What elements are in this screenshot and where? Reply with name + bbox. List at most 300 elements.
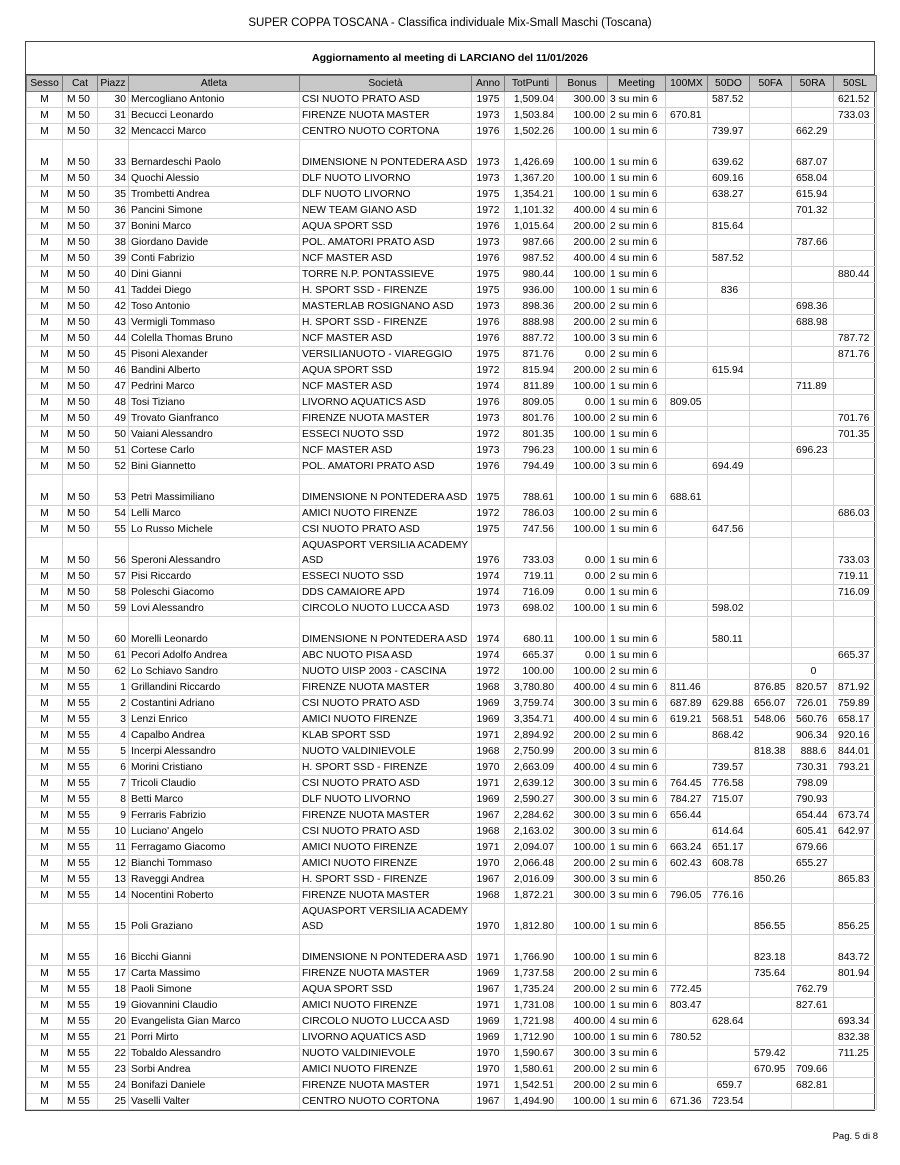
score-50ra-cell: 787.66 (792, 235, 834, 251)
score-100mx-cell: 764.45 (666, 776, 708, 792)
athlete-cell: Dini Gianni (129, 267, 300, 283)
athlete-cell: Poli Graziano (129, 904, 300, 935)
score-50fa-cell (750, 235, 792, 251)
year-cell: 1974 (472, 648, 505, 664)
year-cell: 1971 (472, 776, 505, 792)
score-50sl-cell: 665.37 (834, 648, 877, 664)
athlete-cell: Pisoni Alexander (129, 347, 300, 363)
score-100mx-cell (666, 363, 708, 379)
column-header: 50SL (834, 76, 877, 92)
sesso-cell: M (27, 728, 63, 744)
score-50sl-cell: 711.25 (834, 1046, 877, 1062)
total-points-cell: 794.49 (505, 459, 557, 475)
sesso-cell: M (27, 966, 63, 982)
score-50ra-cell: 762.79 (792, 982, 834, 998)
score-50ra-cell (792, 617, 834, 648)
club-cell: CSI NUOTO PRATO ASD (300, 522, 472, 538)
bonus-cell: 200.00 (557, 728, 608, 744)
club-cell: AQUA SPORT SSD (300, 982, 472, 998)
table-header-row (27, 76, 877, 92)
placement-cell: 58 (98, 585, 129, 601)
score-50sl-cell: 871.92 (834, 680, 877, 696)
athlete-cell: Carta Massimo (129, 966, 300, 982)
score-100mx-cell (666, 171, 708, 187)
placement-cell: 7 (98, 776, 129, 792)
score-50fa-cell: 548.06 (750, 712, 792, 728)
club-cell: CSI NUOTO PRATO ASD (300, 824, 472, 840)
score-50fa-cell (750, 363, 792, 379)
table-row (27, 299, 877, 315)
athlete-cell: Petri Massimiliano (129, 475, 300, 506)
athlete-cell: Bonifazi Daniele (129, 1078, 300, 1094)
bonus-cell: 200.00 (557, 235, 608, 251)
bonus-cell: 100.00 (557, 1030, 608, 1046)
sesso-cell: M (27, 283, 63, 299)
bonus-cell: 0.00 (557, 585, 608, 601)
score-50do-cell: 868.42 (708, 728, 750, 744)
table-row (27, 251, 877, 267)
year-cell: 1968 (472, 680, 505, 696)
athlete-cell: Cortese Carlo (129, 443, 300, 459)
score-50fa-cell (750, 601, 792, 617)
score-50sl-cell: 880.44 (834, 267, 877, 283)
club-cell: NUOTO UISP 2003 - CASCINA (300, 664, 472, 680)
placement-cell: 53 (98, 475, 129, 506)
score-50ra-cell: 0 (792, 664, 834, 680)
athlete-cell: Colella Thomas Bruno (129, 331, 300, 347)
score-50do-cell (708, 998, 750, 1014)
meeting-cell: 3 su min 6 (608, 744, 666, 760)
score-50fa-cell (750, 459, 792, 475)
category-cell: M 50 (63, 475, 98, 506)
sesso-cell: M (27, 124, 63, 140)
category-cell: M 50 (63, 569, 98, 585)
table-row (27, 1078, 877, 1094)
table-row (27, 347, 877, 363)
sesso-cell: M (27, 904, 63, 935)
category-cell: M 50 (63, 648, 98, 664)
athlete-cell: Bernardeschi Paolo (129, 140, 300, 171)
bonus-cell: 200.00 (557, 982, 608, 998)
meeting-cell: 1 su min 6 (608, 395, 666, 411)
sesso-cell: M (27, 888, 63, 904)
category-cell: M 50 (63, 283, 98, 299)
score-50sl-cell (834, 459, 877, 475)
sesso-cell: M (27, 108, 63, 124)
score-100mx-cell: 811.46 (666, 680, 708, 696)
table-row (27, 776, 877, 792)
score-50sl-cell: 642.97 (834, 824, 877, 840)
score-50ra-cell (792, 935, 834, 966)
column-header: 50DO (708, 76, 750, 92)
table-row (27, 966, 877, 982)
athlete-cell: Pancini Simone (129, 203, 300, 219)
page-number: Pag. 5 di 8 (832, 1131, 878, 1142)
score-50fa-cell: 735.64 (750, 966, 792, 982)
year-cell: 1973 (472, 235, 505, 251)
table-row (27, 1046, 877, 1062)
score-50fa-cell (750, 92, 792, 108)
score-50do-cell (708, 315, 750, 331)
score-50fa-cell (750, 982, 792, 998)
placement-cell: 43 (98, 315, 129, 331)
score-50sl-cell (834, 219, 877, 235)
athlete-cell: Giordano Davide (129, 235, 300, 251)
year-cell: 1974 (472, 379, 505, 395)
score-100mx-cell (666, 1046, 708, 1062)
score-50ra-cell: 698.36 (792, 299, 834, 315)
placement-cell: 1 (98, 680, 129, 696)
score-50ra-cell (792, 459, 834, 475)
score-100mx-cell: 688.61 (666, 475, 708, 506)
table-row (27, 856, 877, 872)
score-50ra-cell (792, 331, 834, 347)
placement-cell: 6 (98, 760, 129, 776)
score-100mx-cell (666, 331, 708, 347)
bonus-cell: 100.00 (557, 998, 608, 1014)
score-100mx-cell (666, 1078, 708, 1094)
score-50do-cell (708, 347, 750, 363)
year-cell: 1973 (472, 411, 505, 427)
placement-cell: 24 (98, 1078, 129, 1094)
total-points-cell: 987.66 (505, 235, 557, 251)
sesso-cell: M (27, 569, 63, 585)
table-row (27, 585, 877, 601)
sesso-cell: M (27, 776, 63, 792)
bonus-cell: 100.00 (557, 379, 608, 395)
year-cell: 1973 (472, 443, 505, 459)
year-cell: 1968 (472, 824, 505, 840)
placement-cell: 14 (98, 888, 129, 904)
meeting-cell: 1 su min 6 (608, 379, 666, 395)
score-100mx-cell: 780.52 (666, 1030, 708, 1046)
club-cell: H. SPORT SSD - FIRENZE (300, 760, 472, 776)
table-row (27, 171, 877, 187)
meeting-cell: 2 su min 6 (608, 363, 666, 379)
year-cell: 1970 (472, 904, 505, 935)
meeting-cell: 2 su min 6 (608, 1062, 666, 1078)
club-cell: AMICI NUOTO FIRENZE (300, 840, 472, 856)
score-50ra-cell (792, 1014, 834, 1030)
score-50ra-cell: 888.6 (792, 744, 834, 760)
total-points-cell: 2,163.02 (505, 824, 557, 840)
score-50sl-cell: 801.94 (834, 966, 877, 982)
bonus-cell: 200.00 (557, 856, 608, 872)
athlete-cell: Vaiani Alessandro (129, 427, 300, 443)
club-cell: TORRE N.P. PONTASSIEVE (300, 267, 472, 283)
placement-cell: 16 (98, 935, 129, 966)
placement-cell: 45 (98, 347, 129, 363)
column-header: Piazz (98, 76, 129, 92)
category-cell: M 55 (63, 1014, 98, 1030)
score-50sl-cell (834, 171, 877, 187)
bonus-cell: 400.00 (557, 760, 608, 776)
score-50sl-cell: 701.76 (834, 411, 877, 427)
meeting-cell: 3 su min 6 (608, 776, 666, 792)
bonus-cell: 200.00 (557, 315, 608, 331)
club-cell: MASTERLAB ROSIGNANO ASD (300, 299, 472, 315)
bonus-cell: 300.00 (557, 792, 608, 808)
score-50sl-cell (834, 251, 877, 267)
score-50ra-cell (792, 363, 834, 379)
column-header: Meeting (608, 76, 666, 92)
table-row (27, 219, 877, 235)
total-points-cell: 100.00 (505, 664, 557, 680)
placement-cell: 9 (98, 808, 129, 824)
meeting-cell: 1 su min 6 (608, 443, 666, 459)
table-row (27, 888, 877, 904)
score-50ra-cell (792, 538, 834, 569)
score-50ra-cell (792, 904, 834, 935)
score-50ra-cell: 726.01 (792, 696, 834, 712)
placement-cell: 42 (98, 299, 129, 315)
year-cell: 1967 (472, 808, 505, 824)
score-50ra-cell: 658.04 (792, 171, 834, 187)
total-points-cell: 2,894.92 (505, 728, 557, 744)
athlete-cell: Morelli Leonardo (129, 617, 300, 648)
meeting-cell: 4 su min 6 (608, 712, 666, 728)
score-50sl-cell: 719.11 (834, 569, 877, 585)
score-50sl-cell (834, 140, 877, 171)
total-points-cell: 1,354.21 (505, 187, 557, 203)
bonus-cell: 100.00 (557, 443, 608, 459)
table-row (27, 824, 877, 840)
sesso-cell: M (27, 140, 63, 171)
placement-cell: 10 (98, 824, 129, 840)
table-row (27, 904, 877, 935)
score-50ra-cell (792, 648, 834, 664)
score-50do-cell (708, 411, 750, 427)
score-50fa-cell (750, 267, 792, 283)
placement-cell: 34 (98, 171, 129, 187)
meeting-cell: 2 su min 6 (608, 315, 666, 331)
score-50fa-cell (750, 824, 792, 840)
meeting-cell: 2 su min 6 (608, 235, 666, 251)
athlete-cell: Sorbi Andrea (129, 1062, 300, 1078)
club-cell: NUOTO VALDINIEVOLE (300, 744, 472, 760)
score-100mx-cell (666, 872, 708, 888)
score-100mx-cell (666, 1014, 708, 1030)
sesso-cell: M (27, 617, 63, 648)
year-cell: 1974 (472, 617, 505, 648)
score-50do-cell: 659.7 (708, 1078, 750, 1094)
score-50do-cell: 615.94 (708, 363, 750, 379)
score-50do-cell (708, 982, 750, 998)
athlete-cell: Mencacci Marco (129, 124, 300, 140)
athlete-cell: Paoli Simone (129, 982, 300, 998)
meeting-cell: 3 su min 6 (608, 696, 666, 712)
score-50sl-cell (834, 1094, 877, 1110)
year-cell: 1971 (472, 728, 505, 744)
total-points-cell: 3,759.74 (505, 696, 557, 712)
athlete-cell: Trovato Gianfranco (129, 411, 300, 427)
bonus-cell: 100.00 (557, 601, 608, 617)
category-cell: M 50 (63, 203, 98, 219)
score-50do-cell (708, 506, 750, 522)
club-cell: NCF MASTER ASD (300, 443, 472, 459)
total-points-cell: 788.61 (505, 475, 557, 506)
score-100mx-cell (666, 966, 708, 982)
placement-cell: 54 (98, 506, 129, 522)
score-50sl-cell (834, 124, 877, 140)
year-cell: 1972 (472, 203, 505, 219)
score-50do-cell: 629.88 (708, 696, 750, 712)
meeting-cell: 2 su min 6 (608, 299, 666, 315)
table-row (27, 569, 877, 585)
score-50do-cell: 614.64 (708, 824, 750, 840)
category-cell: M 50 (63, 443, 98, 459)
score-50sl-cell (834, 1062, 877, 1078)
score-100mx-cell (666, 1062, 708, 1078)
bonus-cell: 300.00 (557, 808, 608, 824)
bonus-cell: 100.00 (557, 124, 608, 140)
score-50sl-cell (834, 982, 877, 998)
athlete-cell: Speroni Alessandro (129, 538, 300, 569)
athlete-cell: Bianchi Tommaso (129, 856, 300, 872)
score-50ra-cell (792, 1046, 834, 1062)
sesso-cell: M (27, 219, 63, 235)
table-row (27, 522, 877, 538)
placement-cell: 41 (98, 283, 129, 299)
placement-cell: 32 (98, 124, 129, 140)
score-50do-cell: 836 (708, 283, 750, 299)
table-row (27, 808, 877, 824)
score-50ra-cell: 654.44 (792, 808, 834, 824)
year-cell: 1970 (472, 856, 505, 872)
club-cell: DLF NUOTO LIVORNO (300, 187, 472, 203)
score-50ra-cell (792, 92, 834, 108)
table-row (27, 140, 877, 171)
score-50do-cell (708, 299, 750, 315)
score-100mx-cell (666, 904, 708, 935)
meeting-cell: 4 su min 6 (608, 1014, 666, 1030)
score-50fa-cell (750, 331, 792, 347)
bonus-cell: 400.00 (557, 251, 608, 267)
score-100mx-cell (666, 251, 708, 267)
banner-meeting: LARCIANO (459, 52, 516, 64)
club-cell: DLF NUOTO LIVORNO (300, 171, 472, 187)
score-100mx-cell (666, 585, 708, 601)
score-50ra-cell: 655.27 (792, 856, 834, 872)
sesso-cell: M (27, 171, 63, 187)
total-points-cell: 2,590.27 (505, 792, 557, 808)
year-cell: 1975 (472, 283, 505, 299)
score-100mx-cell: 670.81 (666, 108, 708, 124)
placement-cell: 23 (98, 1062, 129, 1078)
meeting-cell: 1 su min 6 (608, 648, 666, 664)
score-50sl-cell (834, 617, 877, 648)
total-points-cell: 1,494.90 (505, 1094, 557, 1110)
score-50fa-cell (750, 1078, 792, 1094)
score-50ra-cell: 682.81 (792, 1078, 834, 1094)
meeting-cell: 2 su min 6 (608, 506, 666, 522)
table-row (27, 203, 877, 219)
club-cell: FIRENZE NUOTA MASTER (300, 888, 472, 904)
table-row (27, 1062, 877, 1078)
sesso-cell: M (27, 998, 63, 1014)
score-50do-cell (708, 235, 750, 251)
score-50fa-cell (750, 379, 792, 395)
score-50sl-cell: 733.03 (834, 538, 877, 569)
bonus-cell: 200.00 (557, 219, 608, 235)
athlete-cell: Quochi Alessio (129, 171, 300, 187)
score-50ra-cell (792, 522, 834, 538)
bonus-cell: 0.00 (557, 538, 608, 569)
placement-cell: 8 (98, 792, 129, 808)
score-50ra-cell: 560.76 (792, 712, 834, 728)
meeting-cell: 1 su min 6 (608, 140, 666, 171)
total-points-cell: 1,721.98 (505, 1014, 557, 1030)
placement-cell: 19 (98, 998, 129, 1014)
score-50fa-cell: 876.85 (750, 680, 792, 696)
year-cell: 1975 (472, 187, 505, 203)
club-cell: FIRENZE NUOTA MASTER (300, 411, 472, 427)
score-100mx-cell: 796.05 (666, 888, 708, 904)
score-50ra-cell: 701.32 (792, 203, 834, 219)
meeting-cell: 2 su min 6 (608, 411, 666, 427)
bonus-cell: 300.00 (557, 872, 608, 888)
table-row (27, 982, 877, 998)
total-points-cell: 786.03 (505, 506, 557, 522)
athlete-cell: Taddei Diego (129, 283, 300, 299)
sesso-cell: M (27, 1078, 63, 1094)
sesso-cell: M (27, 696, 63, 712)
club-cell: AQUA SPORT SSD (300, 363, 472, 379)
score-50do-cell: 638.27 (708, 187, 750, 203)
column-header: 50FA (750, 76, 792, 92)
category-cell: M 50 (63, 617, 98, 648)
table-row (27, 331, 877, 347)
total-points-cell: 1,812.80 (505, 904, 557, 935)
score-50fa-cell (750, 203, 792, 219)
score-50do-cell: 739.57 (708, 760, 750, 776)
meeting-cell: 1 su min 6 (608, 187, 666, 203)
score-50sl-cell (834, 299, 877, 315)
total-points-cell: 1,367.20 (505, 171, 557, 187)
year-cell: 1976 (472, 124, 505, 140)
category-cell: M 55 (63, 888, 98, 904)
score-100mx-cell: 784.27 (666, 792, 708, 808)
sesso-cell: M (27, 379, 63, 395)
club-cell: FIRENZE NUOTA MASTER (300, 966, 472, 982)
sesso-cell: M (27, 1062, 63, 1078)
score-100mx-cell (666, 203, 708, 219)
club-cell: H. SPORT SSD - FIRENZE (300, 283, 472, 299)
total-points-cell: 1,542.51 (505, 1078, 557, 1094)
placement-cell: 46 (98, 363, 129, 379)
meeting-cell: 1 su min 6 (608, 601, 666, 617)
athlete-cell: Bonini Marco (129, 219, 300, 235)
placement-cell: 2 (98, 696, 129, 712)
bonus-cell: 0.00 (557, 648, 608, 664)
score-50do-cell (708, 427, 750, 443)
athlete-cell: Trombetti Andrea (129, 187, 300, 203)
score-100mx-cell (666, 569, 708, 585)
athlete-cell: Bicchi Gianni (129, 935, 300, 966)
placement-cell: 50 (98, 427, 129, 443)
year-cell: 1974 (472, 569, 505, 585)
year-cell: 1971 (472, 935, 505, 966)
score-50fa-cell (750, 315, 792, 331)
column-header: 100MX (666, 76, 708, 92)
athlete-cell: Grillandini Riccardo (129, 680, 300, 696)
category-cell: M 55 (63, 1030, 98, 1046)
placement-cell: 52 (98, 459, 129, 475)
meeting-cell: 1 su min 6 (608, 904, 666, 935)
bonus-cell: 100.00 (557, 664, 608, 680)
placement-cell: 12 (98, 856, 129, 872)
club-cell: DIMENSIONE N PONTEDERA ASD (300, 475, 472, 506)
